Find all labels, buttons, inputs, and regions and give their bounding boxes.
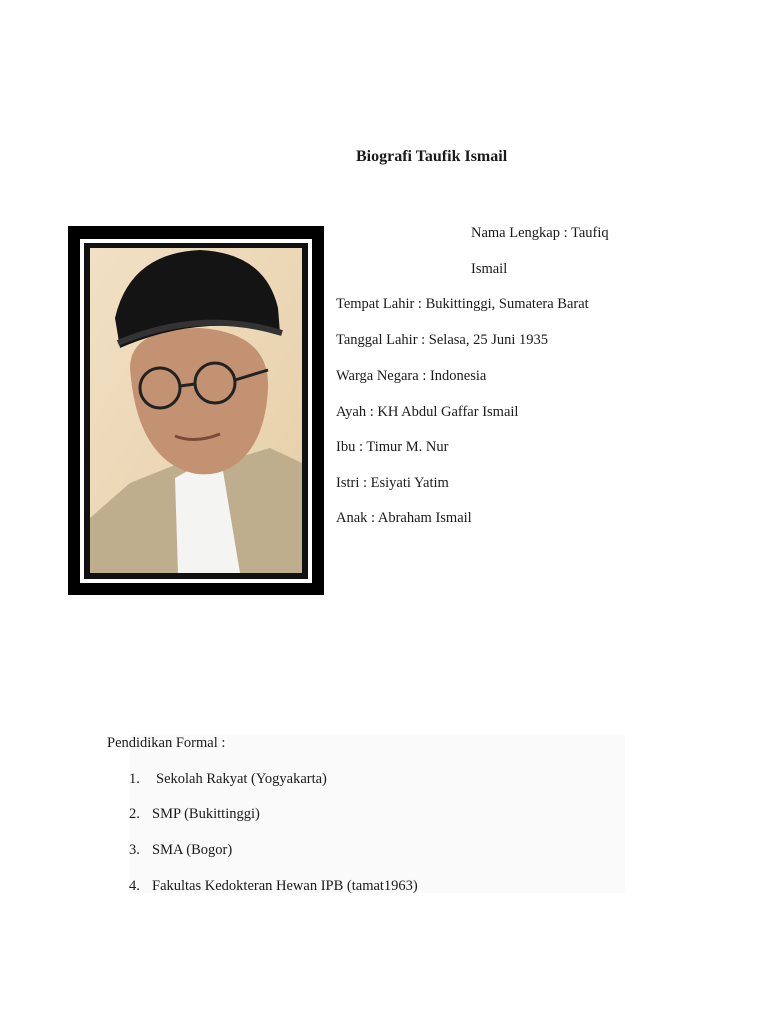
bio-father: Ayah : KH Abdul Gaffar Ismail	[336, 404, 519, 420]
education-item-number: 1.	[129, 771, 140, 787]
education-item-number: 4.	[129, 878, 140, 894]
document-title: Biografi Taufik Ismail	[356, 148, 508, 165]
education-item-number: 2.	[129, 806, 140, 822]
portrait-photo-frame	[68, 226, 324, 595]
bio-nationality: Warga Negara : Indonesia	[336, 368, 487, 384]
bio-full-name: Nama Lengkap : Taufiq	[471, 225, 609, 241]
bio-full-name-cont: Ismail	[471, 261, 508, 277]
bio-wife: Istri : Esiyati Yatim	[336, 475, 449, 491]
bio-birthplace: Tempat Lahir : Bukittinggi, Sumatera Barat	[336, 296, 589, 312]
bio-child: Anak : Abraham Ismail	[336, 510, 472, 526]
education-item: SMA (Bogor)	[152, 842, 233, 858]
bio-mother: Ibu : Timur M. Nur	[336, 439, 449, 455]
education-item: Sekolah Rakyat (Yogyakarta)	[156, 771, 327, 787]
portrait-photo	[90, 248, 302, 573]
education-item: SMP (Bukittinggi)	[152, 806, 260, 822]
education-item: Fakultas Kedokteran Hewan IPB (tamat1963)	[152, 878, 418, 894]
education-item-number: 3.	[129, 842, 140, 858]
education-heading: Pendidikan Formal :	[107, 735, 226, 751]
bio-birthdate: Tanggal Lahir : Selasa, 25 Juni 1935	[336, 332, 549, 348]
